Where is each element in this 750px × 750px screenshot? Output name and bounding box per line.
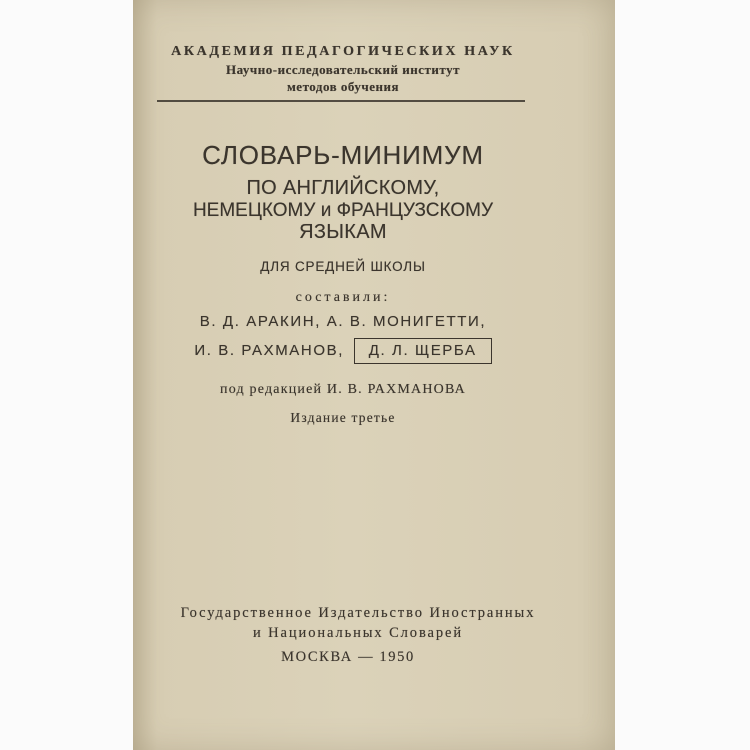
book-title: СЛОВАРЬ-МИНИМУМ bbox=[202, 140, 484, 170]
compilers-label: составили: bbox=[295, 290, 391, 305]
academy-name: АКАДЕМИЯ ПЕДАГОГИЧЕСКИХ НАУК bbox=[171, 44, 515, 59]
compilers-line1: В. Д. АРАКИН, А. В. МОНИГЕТТИ, bbox=[199, 313, 487, 330]
compiler-rakhmanov: И. В. РАХМАНОВ, bbox=[194, 342, 344, 359]
publisher-line2: и Национальных Словарей bbox=[252, 625, 463, 641]
book-subtitle-line1: ПО АНГЛИЙСКОМУ, bbox=[246, 177, 440, 199]
compiler-shcherba-boxed: Д. Л. ЩЕРБА bbox=[354, 338, 492, 364]
book-subtitle-line2: НЕМЕЦКОМУ и ФРАНЦУЗСКОМУ bbox=[192, 200, 494, 221]
publisher-line1: Государственное Издательство Иностранных bbox=[180, 605, 536, 621]
book-subtitle-line3: ЯЗЫКАМ bbox=[299, 221, 387, 243]
header-divider bbox=[157, 100, 525, 102]
audience-line: ДЛЯ СРЕДНЕЙ ШКОЛЫ bbox=[260, 259, 426, 274]
imprint-city-year: МОСКВА — 1950 bbox=[281, 649, 415, 665]
compilers-line2 bbox=[143, 338, 543, 364]
editor-line: под редакцией И. В. РАХМАНОВА bbox=[220, 382, 466, 397]
institute-name-line1: Научно-исследовательский институт bbox=[225, 62, 460, 77]
institute-name-line2: методов обучения bbox=[286, 79, 400, 94]
edition-line: Издание третье bbox=[290, 410, 396, 425]
